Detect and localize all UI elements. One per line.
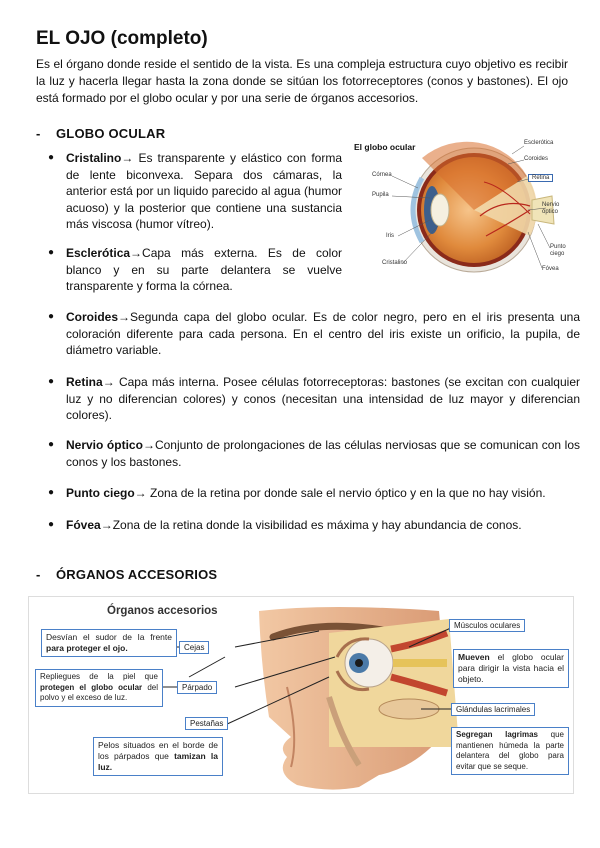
arrow: → bbox=[130, 246, 143, 260]
arrow: → bbox=[102, 375, 119, 389]
label-punto-ciego: Punto ciego bbox=[550, 244, 566, 257]
desc-text: del polvo y el exceso de luz. bbox=[40, 682, 158, 702]
pestanas-description bbox=[93, 737, 223, 776]
desc-bold: para proteger el ojo. bbox=[46, 643, 128, 653]
desc-text: Pelos situados en el borde de los párpados que bbox=[98, 740, 218, 761]
definition: Capa más interna. Posee células fotorreceptoras: bastones (se excitan con cualquier luz y no diferencian colores) y conos (necesitan una intensidad de luz mayor y diferencian colores). bbox=[66, 375, 580, 422]
bullet-icon: ● bbox=[48, 152, 55, 163]
term: Fóvea bbox=[66, 518, 101, 532]
desc-bold: Mueven bbox=[458, 652, 490, 662]
musculos-description bbox=[453, 649, 569, 688]
figure-title: Órganos accesorios bbox=[107, 605, 218, 617]
accessory-organs-diagram bbox=[28, 596, 574, 794]
desc-text: el globo ocular para dirigir la vista hacia el objeto. bbox=[458, 652, 564, 684]
desc-bold: tamizan la luz. bbox=[98, 751, 218, 772]
arrow: → bbox=[142, 438, 155, 452]
glandulas-description bbox=[451, 727, 569, 775]
definition: Es transparente y elástico con forma de lente biconvexa. Separa dos cámaras, la anterior está por un liquido parecido al agua (humor acuoso) y la posterior que contiene una sustancia más viscosa (humor vítreo). bbox=[66, 151, 342, 231]
definition: Zona de la retina donde la visibilidad es máxima y hay abundancia de conos. bbox=[112, 518, 522, 532]
label-iris: Iris bbox=[386, 233, 394, 239]
eye-diagram bbox=[352, 136, 578, 282]
term: Cristalino bbox=[66, 151, 122, 165]
definition: Segunda capa del globo ocular. Es de color negro, pero en el iris presenta una coloración diferente para cada persona. En el centro del iris existe un orificio, la pupila, de diámetro variable. bbox=[66, 310, 580, 357]
term: Punto ciego bbox=[66, 486, 135, 500]
label-fovea: Fóvea bbox=[542, 266, 559, 272]
list-item-nervio-optico bbox=[48, 437, 580, 470]
label-parpado: Párpado bbox=[177, 681, 217, 694]
label-cristalino: Cristalino bbox=[382, 260, 408, 266]
label-esclerotica: Esclerótica bbox=[524, 140, 554, 146]
bullet-icon: ● bbox=[48, 487, 55, 498]
section-heading-globo bbox=[36, 126, 165, 141]
bullet-icon: ● bbox=[48, 247, 55, 258]
list-item-esclerotica bbox=[48, 245, 342, 295]
term: Esclerótica bbox=[66, 246, 131, 260]
label-cejas: Cejas bbox=[179, 641, 209, 654]
parpado-description bbox=[35, 669, 163, 707]
label-pupila: Pupila bbox=[372, 192, 389, 198]
definition: Capa más externa. Es de color blanco y en su parte delantera se vuelve transparente y forma la córnea. bbox=[66, 246, 342, 293]
figure-title: El globo ocular bbox=[354, 142, 416, 152]
definition: Conjunto de prolongaciones de las células nerviosas que se comunican con los conos y los bastones. bbox=[66, 438, 580, 469]
section-dash: - bbox=[36, 126, 41, 141]
label-musculos-oculares: Músculos oculares bbox=[449, 619, 525, 632]
list-item-punto-ciego bbox=[48, 485, 580, 502]
label-glandulas-lacrimales: Glándulas lacrimales bbox=[451, 703, 535, 716]
intro-paragraph: Es el órgano donde reside el sentido de la vista. Es una compleja estructura cuyo objetivo es recibir la luz y hacerla llegar hasta la zona donde se sitúan los fotorreceptores (conos y bastones). El ojo está formado por el globo ocular y por una serie de órganos accesorios. bbox=[36, 57, 568, 105]
list-item-retina bbox=[48, 374, 580, 424]
definition: Zona de la retina por donde sale el nervio óptico y en la que no hay visión. bbox=[150, 486, 546, 500]
label-nervio-optico: Nervio óptico bbox=[542, 202, 560, 215]
arrow: → bbox=[134, 486, 151, 500]
term: Retina bbox=[66, 375, 103, 389]
arrow: → bbox=[100, 518, 113, 532]
list-item-cristalino bbox=[48, 150, 342, 233]
page-title: EL OJO (completo) bbox=[36, 28, 208, 49]
term: Coroides bbox=[66, 310, 119, 324]
bullet-icon: ● bbox=[48, 439, 55, 450]
section-title: ÓRGANOS ACCESORIOS bbox=[56, 567, 218, 582]
bullet-icon: ● bbox=[48, 376, 55, 387]
list-item-coroides bbox=[48, 309, 580, 359]
desc-bold: protegen el globo ocular bbox=[40, 682, 143, 692]
bullet-icon: ● bbox=[48, 311, 55, 322]
label-pestanas: Pestañas bbox=[185, 717, 228, 730]
arrow: → bbox=[121, 151, 139, 165]
label-retina: Retina bbox=[528, 174, 553, 182]
section-dash: - bbox=[36, 567, 41, 582]
section-title: GLOBO OCULAR bbox=[56, 126, 166, 141]
section-heading-organos bbox=[36, 567, 217, 582]
arrow: → bbox=[118, 310, 131, 324]
bullet-icon: ● bbox=[48, 519, 55, 530]
label-coroides: Coroides bbox=[524, 156, 549, 162]
term: Nervio óptico bbox=[66, 438, 143, 452]
list-item-fovea bbox=[48, 517, 580, 534]
cejas-description bbox=[41, 629, 177, 657]
desc-text: Desvían el sudor de la frente bbox=[46, 632, 172, 642]
desc-text: que mantienen húmeda la parte delantera del globo para evitar que se seque. bbox=[456, 730, 564, 771]
desc-bold: Segregan lagrimas bbox=[456, 730, 538, 739]
label-cornea: Córnea bbox=[372, 172, 392, 178]
desc-text: Repliegues de la piel que bbox=[40, 672, 158, 681]
